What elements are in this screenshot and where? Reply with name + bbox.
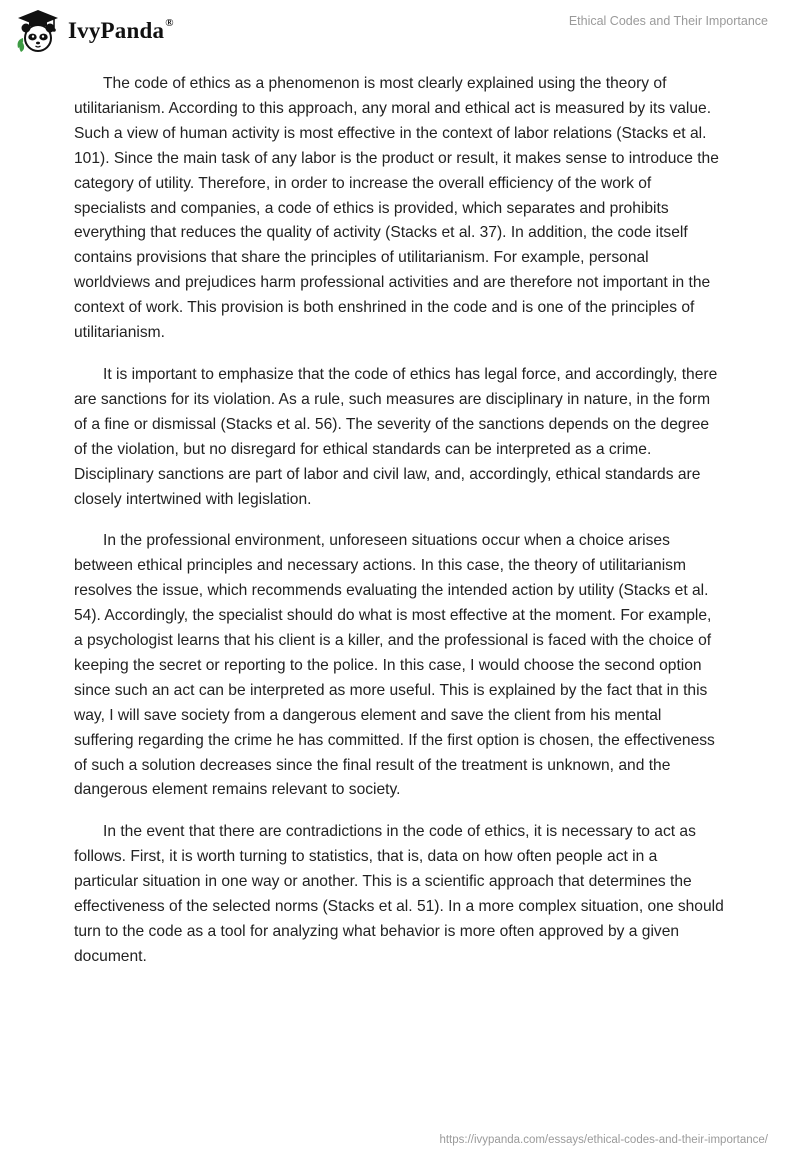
source-url-link[interactable]: https://ivypanda.com/essays/ethical-codes-and-their-importance/ <box>439 1134 768 1146</box>
page-header <box>0 0 800 70</box>
paragraph-3: In the professional environment, unforeseen situations occur when a choice arises between ethical principles and necessary actions. In this case, the theory of utilitarianism resolves the issue, which recommends evaluating the intended action by utility (Stacks et al. 54). Accordingly, the specialist should do what is most effective at the moment. For example, a psychologist learns that his client is a killer, and the professional is faced with the choice of keeping the secret or reporting to the police. In this case, I would choose the second option since such an act can be interpreted as more useful. This is explained by the fact that in this way, I will save society from a dangerous element and save the client from his mental suffering regarding the crime he has committed. If the first option is chosen, the effectiveness of such a solution decreases since the final result of the treatment is unknown, and the dangerous element remains relevant to society. <box>74 532 715 799</box>
ivypanda-logo[interactable] <box>14 8 174 54</box>
document-title: Ethical Codes and Their Importance <box>568 14 768 28</box>
paragraph-4: In the event that there are contradictions in the code of ethics, it is necessary to act as follows. First, it is worth turning to statistics, that is, data on how often people act in a particular situation in one way or another. This is a scientific approach that determines the effectiveness of the selected norms (Stacks et al. 51). In a more complex situation, one should turn to the code as a tool for analyzing what behavior is more often approved by a given document. <box>74 823 724 965</box>
registered-mark: ® <box>165 17 174 30</box>
paragraph-2: It is important to emphasize that the code of ethics has legal force, and accordingly, there are sanctions for its violation. As a rule, such measures are disciplinary in nature, in the form of a fine or dismissal (Stacks et al. 56). The severity of the sanctions depends on the degree of the violation, but no disregard for ethical standards can be interpreted as a crime. Disciplinary sanctions are part of labor and civil law, and, accordingly, ethical standards are closely intertwined with legislation. <box>74 365 718 508</box>
logo-text: IvyPanda® <box>68 17 174 43</box>
essay-body <box>74 72 724 987</box>
panda-graduate-icon <box>14 8 62 54</box>
paragraph-1: The code of ethics as a phenomenon is most clearly explained using the theory of utilitarianism. According to this approach, any moral and ethical act is measured by its value. Such a view of human activity is most effective in the context of labor relations (Stacks et al. 101). Since the main task of any labor is the product or result, it makes sense to introduce the category of utility. Therefore, in order to increase the overall efficiency of the work of specialists and companies, a code of ethics is provided, which separates and prohibits everything that reduces the quality of activity (Stacks et al. 37). In addition, the code itself contains provisions that share the principles of utilitarianism. For example, personal worldviews and prejudices harm professional activities and are therefore not important in the context of work. This provision is both enshrined in the code and is one of the principles of utilitarianism. <box>74 75 719 342</box>
